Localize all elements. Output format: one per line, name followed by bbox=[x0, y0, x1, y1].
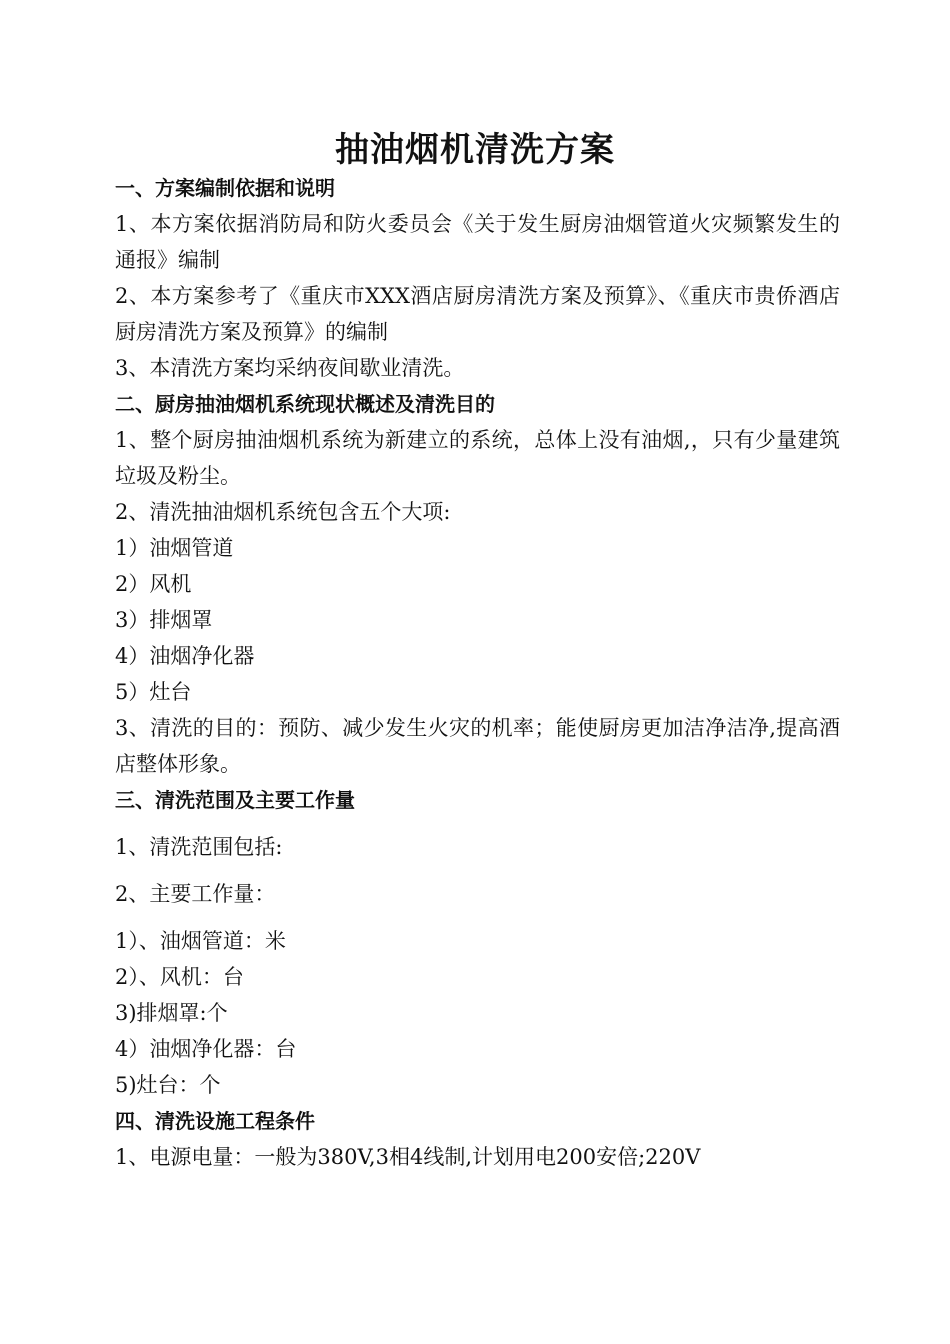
section-1-heading: 一、方案编制依据和说明 bbox=[115, 176, 335, 200]
section-3-sub-2: 2）、风机：台 bbox=[115, 965, 244, 989]
section-2-sub-4: 4）油烟净化器 bbox=[115, 644, 255, 668]
section-2-item-1: 1、整个厨房抽油烟机系统为新建立的系统，总体上没有油烟,，只有少量建筑垃圾及粉尘。 bbox=[115, 428, 840, 488]
section-2-item-2: 2、清洗抽油烟机系统包含五个大项: bbox=[115, 500, 451, 524]
section-3-heading: 三、清洗范围及主要工作量 bbox=[115, 788, 355, 812]
section-1-item-2: 2、本方案参考了《重庆市XXX酒店厨房清洗方案及预算》、《重庆市贵侨酒店厨房清洗方案及预算》的编制 bbox=[115, 284, 840, 344]
section-1-item-3: 3、本清洗方案均采纳夜间歇业清洗。 bbox=[115, 356, 465, 380]
section-2-item-3: 3、清洗的目的：预防、减少发生火灾的机率；能使厨房更加洁净洁净,提高酒店整体形象。 bbox=[115, 716, 840, 776]
section-2-sub-5: 5）灶台 bbox=[115, 680, 192, 704]
section-2-sub-3: 3）排烟罩 bbox=[115, 608, 213, 632]
section-3-sub-3: 3)排烟罩:个 bbox=[115, 1001, 228, 1025]
section-1-item-1: 1、本方案依据消防局和防火委员会《关于发生厨房油烟管道火灾频繁发生的通报》编制 bbox=[115, 212, 840, 272]
section-2-sub-1: 1）油烟管道 bbox=[115, 536, 234, 560]
document-body bbox=[115, 170, 840, 1175]
section-4-item-1: 1、电源电量：一般为380V,3相4线制,计划用电200安倍;220V bbox=[115, 1145, 701, 1169]
section-3-sub-1: 1）、油烟管道：米 bbox=[115, 929, 286, 953]
section-4-heading: 四、清洗设施工程条件 bbox=[115, 1109, 315, 1133]
section-3-item-2: 2、主要工作量： bbox=[115, 882, 276, 906]
section-3-item-1: 1、清洗范围包括: bbox=[115, 835, 283, 859]
document-title: 抽油烟机清洗方案 bbox=[335, 130, 615, 170]
section-3-sub-4: 4）油烟净化器：台 bbox=[115, 1037, 297, 1061]
section-2-sub-2: 2）风机 bbox=[115, 572, 192, 596]
section-3-sub-5: 5)灶台：个 bbox=[115, 1073, 221, 1097]
section-2-heading: 二、厨房抽油烟机系统现状概述及清洗目的 bbox=[115, 392, 495, 416]
